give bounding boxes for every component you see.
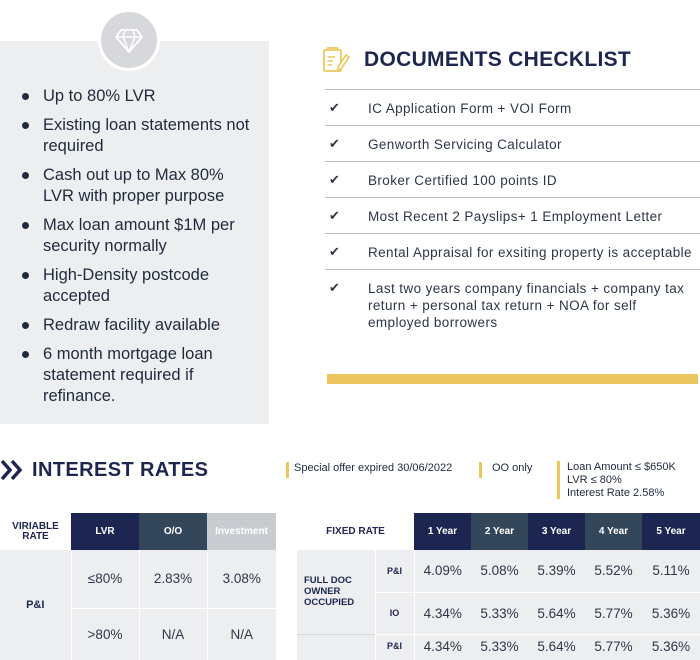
special-offer-note: Special offer expired 30/06/2022	[294, 462, 453, 474]
fixed-rate-cell: 5.77%	[585, 592, 642, 634]
fixed-rate-cell: 5.36%	[642, 634, 700, 660]
fixed-rate-cell: 5.77%	[585, 634, 642, 660]
documents-title: DOCUMENTS CHECKLIST	[364, 48, 632, 71]
lvr-note: LVR ≤ 80%	[567, 474, 622, 486]
fixed-rate-cell: 5.33%	[471, 592, 528, 634]
note-marker	[286, 462, 289, 478]
oo-rate-cell: 2.83%	[139, 550, 207, 608]
repayment-type-label: P&I	[375, 634, 414, 660]
interest-rates-title: INTEREST RATES	[32, 458, 209, 481]
double-chevron-right-icon	[0, 459, 26, 481]
features-panel	[0, 41, 269, 424]
clipboard-pencil-icon	[322, 46, 350, 74]
fixed-rate-table	[297, 513, 700, 660]
checklist-divider	[327, 374, 698, 384]
variable-rate-header: VIRIABLE RATE	[0, 513, 71, 550]
checklist-item: ✔ Last two years company financials + company tax return + personal tax return + NOA for self employed borrowers	[329, 280, 685, 330]
checklist-item: ✔ Genworth Servicing Calculator	[325, 126, 700, 162]
lvr-cell: ≤80%	[71, 550, 139, 608]
fixed-rate-cell: 5.39%	[528, 550, 585, 592]
repayment-type-label: IO	[375, 592, 414, 634]
interest-rate-note: Interest Rate 2.58%	[567, 487, 665, 499]
loan-amount-note: Loan Amount ≤ $650K	[567, 461, 676, 473]
list-item: Max loan amount $1M per security normally	[0, 215, 269, 257]
full-doc-oo-label: FULL DOC OWNER OCCUPIED	[297, 550, 375, 634]
note-marker	[557, 461, 560, 499]
fixed-rate-cell: 5.33%	[471, 634, 528, 660]
group-label-cell	[297, 634, 375, 660]
fixed-rate-header: FIXED RATE	[297, 513, 414, 550]
offer-details	[567, 461, 676, 500]
fixed-rate-cell: 4.34%	[414, 634, 471, 660]
investment-rate-cell: 3.08%	[207, 550, 276, 608]
check-icon: ✔	[329, 172, 341, 187]
year-header: 4 Year	[585, 513, 642, 550]
checklist-item: ✔ Rental Appraisal for exsiting property is acceptable	[325, 234, 700, 270]
oo-rate-cell: N/A	[139, 608, 207, 660]
documents-header	[322, 44, 631, 76]
year-header: 1 Year	[414, 513, 471, 550]
pi-row-label: P&I	[0, 550, 71, 660]
check-icon: ✔	[329, 136, 341, 151]
fixed-rate-cell: 4.34%	[414, 592, 471, 634]
fixed-rate-cell: 5.64%	[528, 592, 585, 634]
interest-rates-header	[0, 456, 208, 484]
fixed-rate-cell: 5.64%	[528, 634, 585, 660]
repayment-type-label: P&I	[375, 550, 414, 592]
oo-header: O/O	[139, 513, 207, 550]
checklist-item: ✔ Most Recent 2 Payslips+ 1 Employment Letter	[325, 198, 700, 234]
fixed-rate-cell: 5.36%	[642, 592, 700, 634]
check-icon: ✔	[329, 100, 341, 115]
fixed-rate-cell: 5.11%	[642, 550, 700, 592]
year-header: 3 Year	[528, 513, 585, 550]
list-item: 6 month mortgage loan statement required if refinance.	[0, 344, 269, 407]
year-header: 5 Year	[642, 513, 700, 550]
features-list	[0, 86, 269, 415]
fixed-rate-cell: 4.09%	[414, 550, 471, 592]
list-item: Redraw facility available	[0, 315, 269, 336]
list-item: Cash out up to Max 80% LVR with proper purpose	[0, 165, 269, 207]
list-item: High-Density postcode accepted	[0, 265, 269, 307]
oo-only-note: OO only	[492, 462, 533, 474]
note-marker	[479, 462, 482, 478]
year-header: 2 Year	[471, 513, 528, 550]
list-item: Up to 80% LVR	[0, 86, 269, 107]
list-item: Existing loan statements not required	[0, 115, 269, 157]
diamond-icon	[114, 25, 144, 55]
checklist-item: ✔ IC Application Form + VOI Form	[325, 90, 700, 126]
fixed-rate-cell: 5.52%	[585, 550, 642, 592]
investment-rate-cell: N/A	[207, 608, 276, 660]
check-icon: ✔	[329, 280, 341, 295]
checklist-item: ✔ Broker Certified 100 points ID	[325, 162, 700, 198]
diamond-badge	[98, 9, 160, 71]
investment-header: Investment	[207, 513, 276, 550]
documents-checklist	[325, 89, 700, 339]
lvr-cell: >80%	[71, 608, 139, 660]
check-icon: ✔	[329, 208, 341, 223]
check-icon: ✔	[329, 244, 341, 259]
variable-rate-table	[0, 513, 276, 660]
fixed-rate-cell: 5.08%	[471, 550, 528, 592]
lvr-header: LVR	[71, 513, 139, 550]
